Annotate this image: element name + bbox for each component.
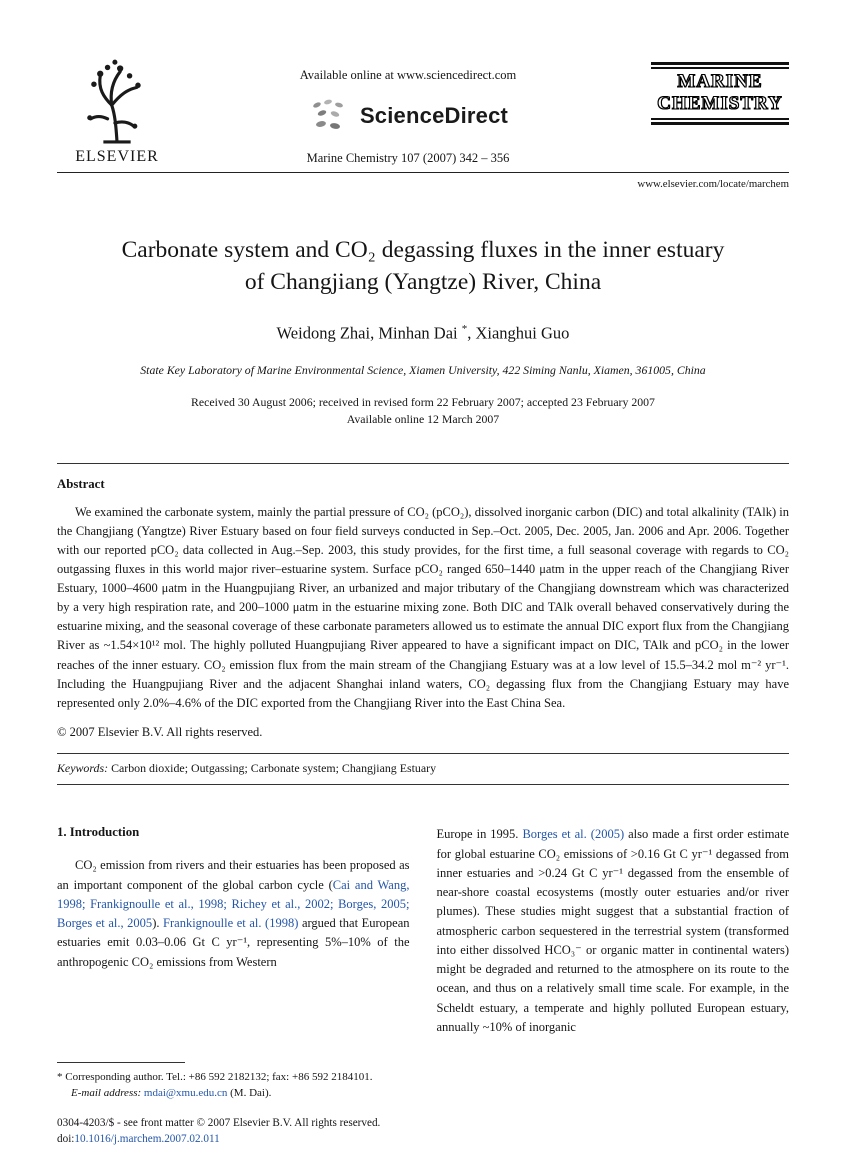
journal-logo-line2: CHEMISTRY — [657, 93, 783, 115]
citation-link-group-1[interactable]: Cai and Wang, 1998; Frankignoulle et al., 1998; Richey et al., 2002; Borges, 2005; Borges et al., 2005 — [57, 877, 410, 931]
received-dates: Received 30 August 2006; received in revised form 22 February 2007; accepted 23 February 2007 — [191, 395, 655, 410]
author-list — [57, 323, 789, 344]
footnote-divider — [57, 1062, 185, 1063]
logo-bar — [651, 62, 789, 65]
abstract-text: We examined the carbonate system, mainly the partial pressure of CO₂ (pCO₂), dissolved inorganic carbon (DIC) and total alkalinity (TAlk) in the Changjiang (Yangtze) River Estuary based on four field surveys conducted in Sep.–Oct. 2005, Dec. 2005, Jan. 2006 and Apr. 2006. Together with our reported pCO₂ data collected in Aug.–Sep. 2003, this study provides, for the first time, a full seasonal coverage with regards to CO₂ outgassing fluxes in this world major river–estuarine system. Surface pCO₂ ranged 650–1440 μatm in the upper reach of the Changjiang River Estuary, 1000–4600 μatm in the Huangpujiang River, an urbanized and major tributary of the Changjiang downstream which was characterized by a very high respiration rate, and 200–1000 μatm in the estuarine mixing zone. Both DIC and TAlk overall behaved conservatively during the estuarine mixing, and the seasonal coverage of these carbonate parameters allowed us to estimate the annual DIC export flux from the Changjiang River as ~1.54×10¹² mol. The highly polluted Huangpujiang River appeared to have a significant impact on DIC, TAlk and pCO₂ in the lower reaches of the inner estuary. CO₂ emission flux from the main stream of the Changjiang Estuary was at a low level of 15.5–34.2 mol m⁻² yr⁻¹. Including the Huangpujiang River and the adjacent Shanghai inland waters, CO₂ degassing flux from the Changjiang Estuary may have represented only 2.0%–4.6% of the DIC exported from the Changjiang River into the East China Sea. — [57, 504, 789, 710]
corresponding-author-note: * Corresponding author. Tel.: +86 592 2182132; fax: +86 592 2184101. — [57, 1070, 373, 1083]
logo-bar — [651, 118, 789, 121]
sciencedirect-wordmark: ScienceDirect — [359, 103, 509, 128]
title-line-1: Carbonate system and CO₂ degassing fluxes in the inner estuary — [121, 237, 725, 263]
doi-link[interactable]: 10.1016/j.marchem.2007.02.011 — [74, 1133, 220, 1146]
journal-logo-line1: MARINE — [677, 71, 763, 92]
citation-link-frankignoulle-1998[interactable]: Frankignoulle et al. (1998) — [163, 916, 299, 931]
email-suffix: (M. Dai). — [227, 1087, 272, 1100]
intro-text-3: argued that European estuaries emit 0.03–0.06 Gt C yr⁻¹, representing 5%–10% of the anthropogenic CO₂ emissions from Western — [57, 916, 410, 969]
email-label: E-mail address: — [71, 1087, 142, 1100]
email-link[interactable]: mdai@xmu.edu.cn — [143, 1087, 228, 1100]
intro-text-5: also made a first order estimate for global estuarine CO₂ emissions of >0.16 Gt C yr⁻¹ degassed from inner estuaries and >0.24 Gt C yr⁻¹ degassed from the ensemble of near-shore coastal ecosystems (mostly outer estuaries and/or river plumes). These studies might suggest that a substantial fraction of atmospheric carbon sequestered in the terrestrial system (transformed into either dissolved HCO₃⁻ or organic matter in continental waters) might be degraded and returned to the atmosphere on its route to the ocean, and thus on a relatively small time scale. For example, in the Scheldt estuary, a temperate and highly polluted European estuary, annually ~10% of inorganic — [436, 827, 789, 1034]
email-line — [57, 1085, 410, 1102]
available-online-text: Available online at www.sciencedirect.com — [299, 68, 517, 82]
keywords-line — [57, 754, 789, 784]
available-online-date: Available online 12 March 2007 — [346, 412, 500, 427]
sciencedirect-leaves-icon — [308, 97, 354, 135]
body-columns — [57, 825, 789, 1147]
citation-link-borges-2005[interactable]: Borges et al. (2005) — [522, 827, 625, 842]
header-divider — [57, 172, 789, 173]
section-1-heading: 1. Introduction — [57, 825, 140, 840]
elsevier-wordmark: ELSEVIER — [75, 148, 159, 165]
title-line-2: of Changjiang (Yangtze) River, China — [244, 269, 602, 296]
right-column — [437, 825, 790, 1147]
footnote — [57, 1069, 410, 1102]
marine-chemistry-logo — [651, 62, 789, 125]
journal-citation: Marine Chemistry 107 (2007) 342 – 356 — [306, 151, 510, 165]
authors-part1: Weidong Zhai, Minhan Dai — [276, 323, 462, 343]
intro-text-1: CO₂ emission from rivers and their estuaries has been proposed as an important component of the global carbon cycle ( — [57, 858, 410, 892]
intro-paragraph-left — [57, 856, 410, 972]
elsevier-logo — [57, 58, 177, 166]
intro-paragraph-right — [437, 825, 790, 1037]
affiliation: State Key Laboratory of Marine Environmental Science, Xiamen University, 422 Siming Nanlu, Xiamen, 361005, China — [140, 363, 706, 378]
header-center — [177, 58, 639, 166]
article-title — [57, 234, 789, 299]
logo-bar — [651, 122, 789, 125]
issn-copyright-line: 0304-4203/$ - see front matter © 2007 Elsevier B.V. All rights reserved. — [57, 1116, 381, 1129]
front-matter-footer — [57, 1115, 410, 1147]
intro-text-4: Europe in 1995. — [436, 827, 523, 842]
keywords-divider-bottom — [57, 784, 789, 785]
journal-header — [57, 58, 789, 166]
keywords-label: Keywords: — [57, 761, 109, 776]
doi-label: doi: — [57, 1133, 75, 1146]
journal-homepage-url: www.elsevier.com/locate/marchem — [637, 178, 789, 190]
copyright-line: © 2007 Elsevier B.V. All rights reserved. — [57, 725, 263, 740]
doi-line — [57, 1131, 410, 1147]
corresponding-author-mark: * — [461, 322, 468, 335]
intro-text-2: ). — [152, 916, 164, 931]
sciencedirect-logo — [177, 97, 639, 135]
elsevier-tree-icon — [80, 58, 154, 144]
abstract-heading: Abstract — [57, 476, 105, 491]
keywords-text: Carbon dioxide; Outgassing; Carbonate system; Changjiang Estuary — [108, 761, 437, 776]
logo-bar — [651, 67, 789, 70]
abstract-divider-top — [57, 463, 789, 464]
article-history — [57, 394, 789, 428]
journal-logo-column — [639, 58, 789, 127]
left-column — [57, 825, 410, 1147]
footnote-block — [57, 1062, 410, 1147]
authors-part2: , Xianghui Guo — [467, 323, 570, 343]
